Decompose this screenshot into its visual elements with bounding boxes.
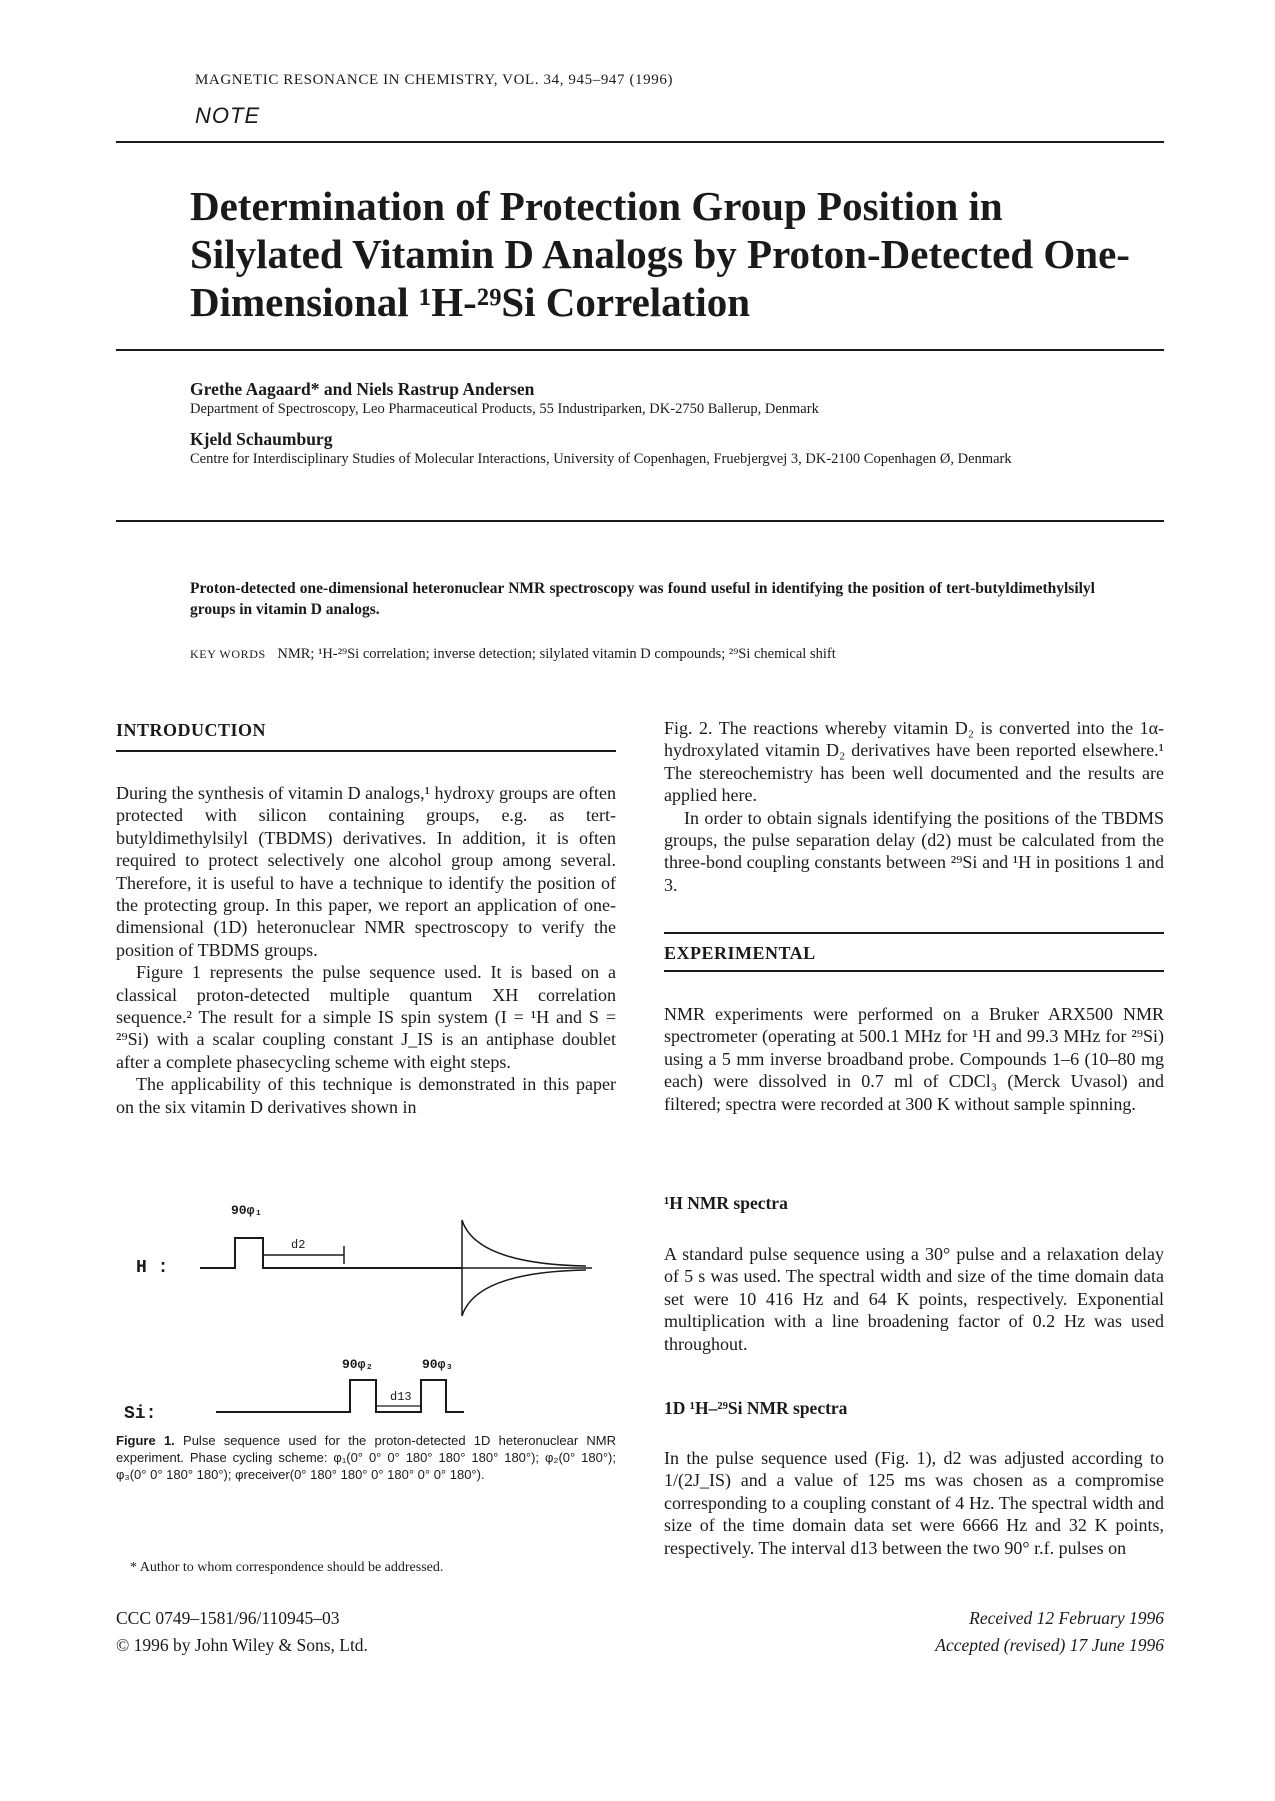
experimental-paragraph: NMR experiments were performed on a Bruker ARX500 NMR spectrometer (operating at 500.1 MHz for ¹H and 99.3 MHz for ²⁹Si) using a 5 mm inverse broadband probe. Compounds 1–6 (10–80 mg each) were dissolved in 0.7 ml of CDCl₃ (Merck Uvasol) and filtered; spectra were recorded at 300 K without sample spinning. (664, 1004, 1164, 1114)
affiliation-1: Department of Spectroscopy, Leo Pharmaceutical Products, 55 Industriparken, DK-2750 Ballerup, Denmark (190, 401, 819, 417)
figure1-caption-label: Figure 1. (116, 1433, 175, 1448)
pulse-si2-label: 90φ₃ (422, 1357, 454, 1372)
si-channel-line (216, 1380, 464, 1412)
intro-paragraph-2: Figure 1 represents the pulse sequence used. It is based on a classical proton-detected multiple quantum XH correlation sequence.² The result for a simple IS spin system (I = ¹H and S = ²⁹Si) with a scalar coupling constant J_IS is an antiphase doublet after a complete phasecycling scheme with eight steps. (116, 962, 616, 1072)
h-nmr-heading: ¹H NMR spectra (664, 1193, 788, 1213)
pulse-si1-label: 90φ₂ (342, 1357, 374, 1372)
hsi-nmr-paragraph: In the pulse sequence used (Fig. 1), d2 was adjusted according to 1/(2J_IS) and a value of 125 ms was chosen as a compromise corresponding to a coupling constant of 4 Hz. The spectral width and size of the time domain data set were 6666 Hz and 32 K points, respectively. The interval d13 between the two 90° r.f. pulses on (664, 1448, 1164, 1558)
keywords-label: KEY WORDS (190, 647, 266, 661)
delay-d13-label: d13 (390, 1390, 412, 1404)
right-paragraph-2: In order to obtain signals identifying the positions of the TBDMS groups, the pulse separation delay (d2) must be calculated from the three-bond coupling constants between ²⁹Si and ¹H in positions 1 and 3. (664, 807, 1164, 895)
header-rule (116, 141, 1164, 143)
received-date: Received 12 February 1996 (969, 1608, 1164, 1628)
experimental-heading: EXPERIMENTAL (664, 943, 816, 963)
footnote: * Author to whom correspondence should be addressed. (130, 1560, 444, 1575)
title-rule (116, 349, 1164, 351)
affiliation-2: Centre for Interdisciplinary Studies of Molecular Interactions, University of Copenhagen, Fruebjergvej 3, DK-2100 Copenhagen Ø, Denmark (190, 451, 1012, 467)
authors-rule (116, 520, 1164, 522)
copyright: © 1996 by John Wiley & Sons, Ltd. (116, 1635, 368, 1655)
experimental-rule-bottom (664, 970, 1164, 972)
si-channel-label: Si: (124, 1404, 157, 1424)
right-column-body (664, 717, 1164, 896)
journal-header: MAGNETIC RESONANCE IN CHEMISTRY, VOL. 34, 945–947 (1996) (195, 72, 674, 88)
h-channel-line (200, 1238, 462, 1268)
pulse-h-label: 90φ₁ (231, 1203, 263, 1218)
figure1-caption (116, 1432, 616, 1483)
intro-paragraph-3: The applicability of this technique is demonstrated in this paper on the six vitamin D derivatives shown in (116, 1074, 616, 1117)
figure1-pulse-sequence (116, 1200, 616, 1428)
figure1-caption-text: Pulse sequence used for the proton-detected 1D heteronuclear NMR experiment. Phase cycling scheme: φ₁(0° 0° 0° 180° 180° 180° 180°); φ₂(0° 180°); φ₃(0° 0° 180° 180°); φreceiver(0° 180° 180° 0° 180° 0° 0° 180°). (116, 1433, 616, 1482)
article-title: Determination of Protection Group Position in Silylated Vitamin D Analogs by Proton-Detected One-Dimensional ¹H-²⁹Si Correlation (190, 183, 1130, 325)
h-nmr-paragraph: A standard pulse sequence using a 30° pulse and a relaxation delay of 5 s was used. The spectral width and size of the time domain data set were 10 416 Hz and 64 K points, respectively. Exponential multiplication with a line broadening factor of 0.2 Hz was used throughout. (664, 1244, 1164, 1354)
delay-d2-label: d2 (291, 1238, 306, 1252)
intro-paragraph-1: During the synthesis of vitamin D analogs,¹ hydroxy groups are often protected with silicon containing groups, e.g. as tert-butyldimethylsilyl (TBDMS) derivatives. In addition, it is often required to protect selectively one alcohol group among several. Therefore, it is useful to have a technique to identify the position of the protecting group. In this paper, we report an application of one-dimensional (1D) heteronuclear NMR spectroscopy to verify the position of TBDMS groups. (116, 783, 616, 960)
introduction-heading: INTRODUCTION (116, 720, 267, 740)
right-paragraph-1: Fig. 2. The reactions whereby vitamin D₂ is converted into the 1α-hydroxylated vitamin D₂ derivatives have been reported elsewhere.¹ The stereochemistry has been well documented and the results are applied here. (664, 718, 1164, 806)
author-names-1: Grethe Aagaard* and Niels Rastrup Andersen (190, 379, 535, 399)
h-channel-label: H : (136, 1258, 169, 1278)
section-label: NOTE (195, 103, 261, 128)
author-block (190, 378, 1150, 469)
hsi-nmr-heading: 1D ¹H–²⁹Si NMR spectra (664, 1398, 848, 1418)
accepted-date: Accepted (revised) 17 June 1996 (935, 1635, 1164, 1655)
keywords-text: NMR; ¹H-²⁹Si correlation; inverse detection; silylated vitamin D compounds; ²⁹Si chemical shift (277, 646, 836, 662)
fid-upper (462, 1220, 586, 1268)
abstract: Proton-detected one-dimensional heteronuclear NMR spectroscopy was found useful in identifying the position of tert-butyldimethylsilyl groups in vitamin D analogs. (190, 580, 1095, 618)
keywords (190, 646, 1095, 663)
experimental-rule-top (664, 932, 1164, 934)
fid-lower (462, 1268, 586, 1316)
ccc-code: CCC 0749–1581/96/110945–03 (116, 1608, 340, 1628)
author-names-2: Kjeld Schaumburg (190, 429, 333, 449)
introduction-rule (116, 750, 616, 752)
introduction-body (116, 782, 616, 1118)
